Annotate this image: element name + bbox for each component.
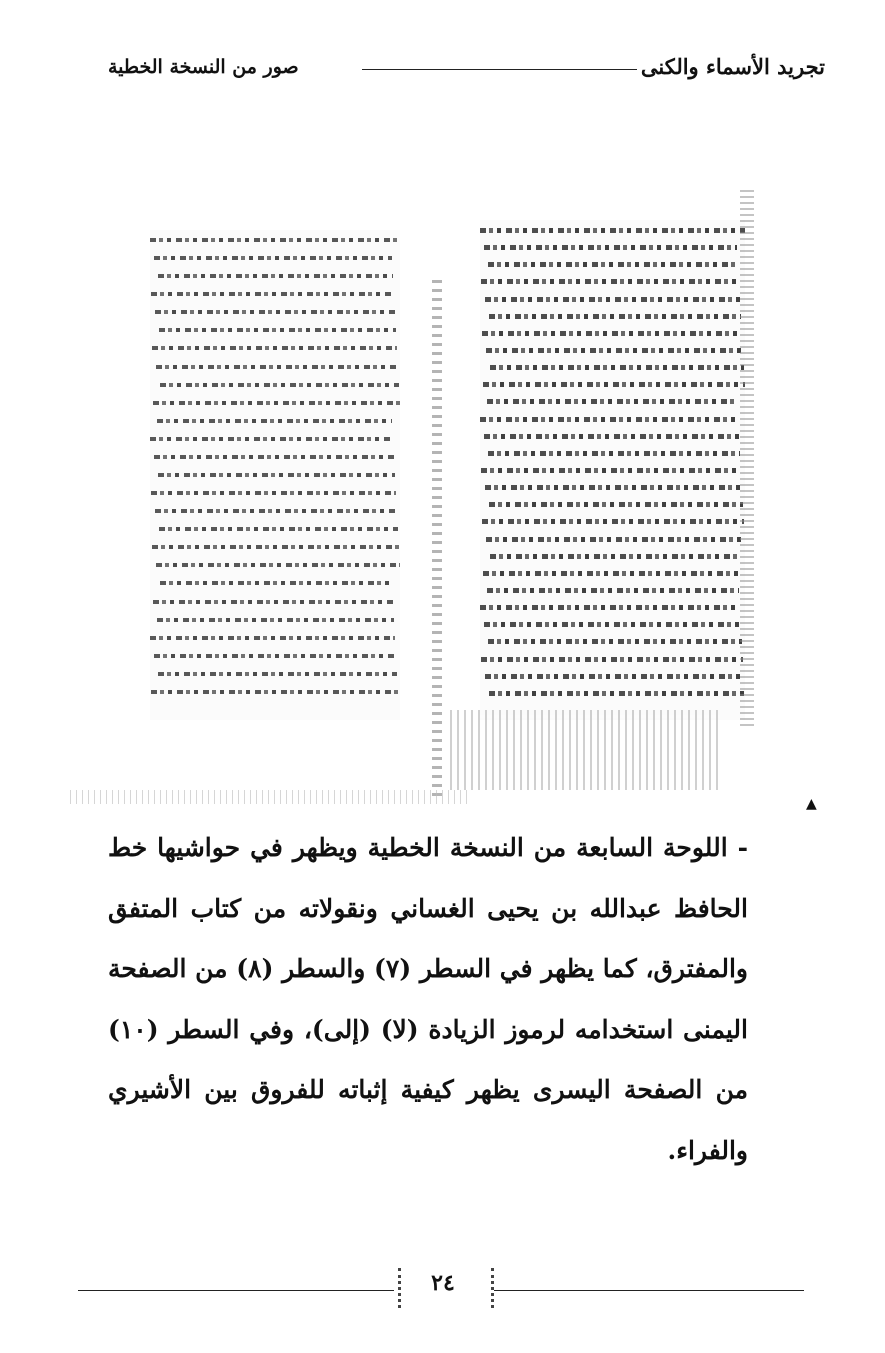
manuscript-bottom-edge <box>70 790 470 804</box>
manuscript-line <box>489 691 745 696</box>
manuscript-line <box>154 455 394 459</box>
manuscript-right-edge <box>740 190 754 730</box>
manuscript-line <box>160 581 392 585</box>
manuscript-gutter <box>432 280 442 800</box>
manuscript-line <box>158 274 393 278</box>
manuscript-line <box>483 382 745 387</box>
manuscript-line <box>151 690 398 694</box>
manuscript-line <box>486 537 745 542</box>
manuscript-line <box>490 554 737 559</box>
manuscript-scan-noise <box>450 710 720 790</box>
manuscript-line <box>152 545 399 549</box>
manuscript-line <box>480 228 745 233</box>
manuscript-line <box>489 314 741 319</box>
manuscript-line <box>155 310 395 314</box>
section-title: صور من النسخة الخطية <box>108 56 299 78</box>
manuscript-line <box>159 328 396 332</box>
manuscript-line <box>154 256 392 260</box>
manuscript-line <box>152 346 397 350</box>
manuscript-line <box>150 437 393 441</box>
manuscript-right-page <box>480 220 745 720</box>
manuscript-line <box>487 588 739 593</box>
manuscript-line <box>485 485 742 490</box>
manuscript-line <box>484 245 737 250</box>
manuscript-image <box>70 190 817 812</box>
manuscript-line <box>154 654 396 658</box>
manuscript-line <box>489 502 743 507</box>
manuscript-line <box>155 509 397 513</box>
manuscript-line <box>482 331 742 336</box>
manuscript-line <box>485 674 744 679</box>
book-title: تجريد الأسماء والكنى <box>640 54 825 79</box>
manuscript-line <box>153 600 393 604</box>
manuscript-line <box>480 417 738 422</box>
manuscript-line <box>481 279 739 284</box>
manuscript-line <box>160 383 399 387</box>
manuscript-line <box>153 401 400 405</box>
manuscript-line <box>150 238 400 242</box>
manuscript-line <box>490 365 744 370</box>
manuscript-line <box>151 491 396 495</box>
page-footer <box>78 1268 804 1318</box>
manuscript-line <box>158 473 395 477</box>
manuscript-line <box>158 672 397 676</box>
manuscript-line <box>156 563 400 567</box>
manuscript-line <box>487 399 737 404</box>
manuscript-line <box>481 468 741 473</box>
footer-rule-right <box>494 1290 804 1291</box>
manuscript-line <box>480 605 740 610</box>
manuscript-line <box>150 636 395 640</box>
manuscript-line <box>488 639 742 644</box>
footer-rule-left <box>78 1290 394 1291</box>
manuscript-line <box>484 434 739 439</box>
manuscript-line <box>482 519 744 524</box>
manuscript-left-page <box>150 230 400 720</box>
header-rule <box>362 69 637 70</box>
running-header <box>100 50 825 90</box>
manuscript-line <box>151 292 394 296</box>
manuscript-line <box>157 618 394 622</box>
manuscript-line <box>159 527 398 531</box>
manuscript-line <box>483 571 738 576</box>
manuscript-line <box>156 365 398 369</box>
manuscript-line <box>488 262 738 267</box>
manuscript-line <box>486 348 743 353</box>
page-number: ٢٤ <box>431 1270 455 1296</box>
manuscript-line <box>481 657 743 662</box>
manuscript-line <box>484 622 741 627</box>
manuscript-line <box>485 297 740 302</box>
corner-mark: ▲ <box>806 796 817 812</box>
figure-caption: - اللوحة السابعة من النسخة الخطية ويظهر في حواشيها خط الحافظ عبدالله بن يحيى الغساني ونقولاته من كتاب المتفق والمفترق، كما يظهر في السطر (٧) والسطر (٨) من الصفحة اليمنى استخدامه لرموز الزيادة (لا) (إلى)، وفي السطر (١٠) من الصفحة اليسرى يظهر كيفية إثباته للفروق بين الأشيري والفراء. <box>108 833 749 1165</box>
manuscript-line <box>488 451 740 456</box>
manuscript-line <box>157 419 392 423</box>
